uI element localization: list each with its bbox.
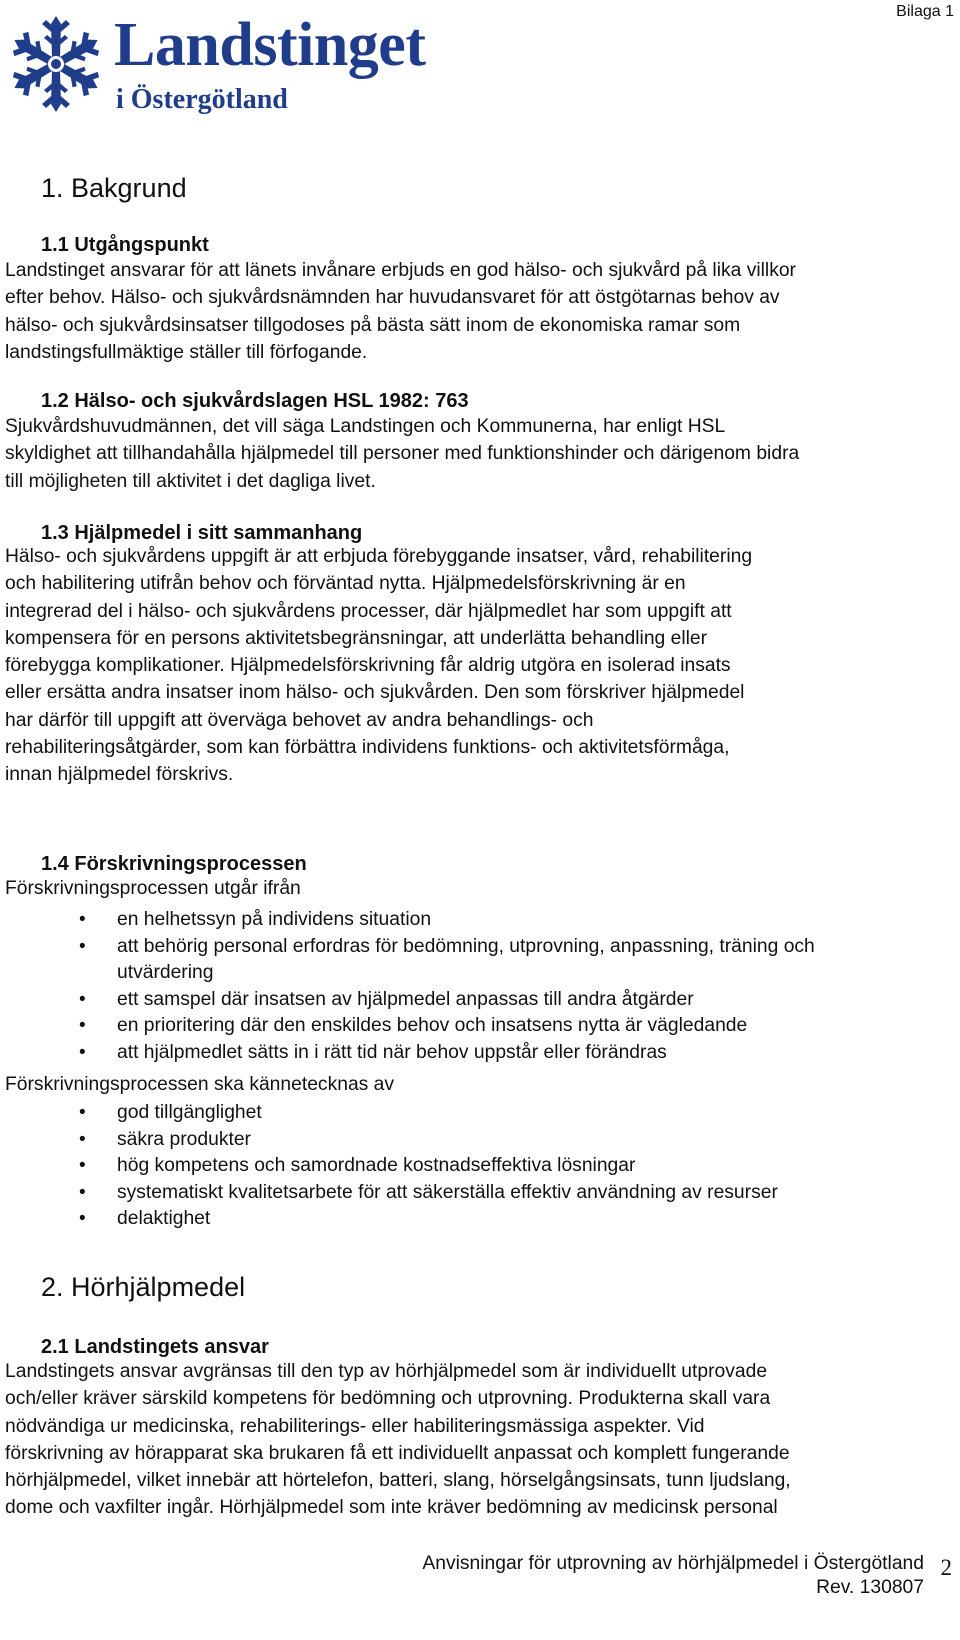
text-line: Landstinget ansvarar för att länets invånare erbjuds en god hälso- och sjukvård på lika villkor — [5, 260, 796, 281]
text-line: Sjukvårdshuvudmännen, det vill säga Landstingen och Kommunerna, har enligt HSL — [5, 416, 726, 437]
logo-wordmark: Landstinget — [114, 11, 426, 79]
subsection-heading-1-1: 1.1 Utgångspunkt — [41, 234, 209, 256]
text-line: och/eller kräver särskild kompetens för bedömning och utprovning. Produkterna skall vara — [5, 1388, 771, 1410]
text-line: • god tillgänglighet — [117, 1102, 262, 1123]
appendix-label: Bilaga 1 — [896, 3, 954, 20]
text-line: skyldighet att tillhandahålla hjälpmedel till personer med funktionshinder och därigenom bidra — [5, 443, 800, 465]
subsection-heading-1-2: 1.2 Hälso- och sjukvårdslagen HSL 1982: 763 — [41, 390, 469, 412]
paragraph-1-1 — [5, 257, 955, 366]
text-line: hälso- och sjukvårdsinsatser tillgodoses på bästa sätt inom de ekonomiska ramar som — [5, 314, 741, 336]
text-line: kompensera för en persons aktivitetsbegränsningar, att underlätta behandling eller — [5, 627, 708, 649]
text-line: förebygga komplikationer. Hjälpmedelsförskrivning får aldrig utgöra en isolerad insats — [5, 655, 731, 677]
list-item — [0, 1040, 815, 1067]
text-line: • säkra produkter — [117, 1128, 251, 1150]
list-item — [0, 1153, 778, 1180]
list-item — [0, 907, 815, 934]
text-line: • en prioritering där den enskildes behov och insatsens nytta är vägledande — [117, 1015, 748, 1037]
text-line: eller ersätta andra insatser inom hälso- och sjukvården. Den som förskriver hjälpmedel — [5, 682, 745, 704]
snowflake-logo-icon — [6, 14, 106, 114]
landstinget-logo — [6, 11, 426, 124]
list-item — [0, 1206, 778, 1233]
list-item — [0, 987, 815, 1014]
text-line: har därför till uppgift att överväga behovet av andra behandlings- och — [5, 709, 594, 731]
text-line: • delaktighet — [117, 1208, 211, 1230]
paragraph-2-1 — [5, 1358, 955, 1522]
section-heading-1: 1. Bakgrund — [41, 173, 187, 203]
list-item — [0, 1100, 778, 1127]
text-line: • en helhetssyn på individens situation — [117, 909, 432, 930]
text-line: landstingsfullmäktige ställer till förfogande. — [5, 341, 368, 363]
text-line: förskrivning av hörapparat ska brukaren få ett individuellt anpassat och komplett fungerande — [5, 1442, 790, 1464]
text-line: • att behörig personal erfordras för bedömning, utprovning, anpassning, träning och — [117, 935, 815, 957]
subsection-heading-2-1: 2.1 Landstingets ansvar — [41, 1336, 269, 1358]
text-line: rehabiliteringsåtgärder, som kan förbättra individens funktions- och aktivitetsförmåga, — [5, 737, 730, 759]
section-heading-2: 2. Hörhjälpmedel — [41, 1272, 246, 1302]
bullet-list-1 — [0, 907, 815, 1067]
text-line: till möjligheten till aktivitet i det dagliga livet. — [5, 470, 376, 492]
text-line: • hög kompetens och samordnade kostnadseffektiva lösningar — [117, 1155, 636, 1177]
subsection-heading-1-4: 1.4 Förskrivningsprocessen — [41, 853, 307, 875]
list-item — [0, 1013, 815, 1040]
text-line: hörhjälpmedel, vilket innebär att hörtelefon, batteri, slang, hörselgångsinsats, tunn ljudslang, — [5, 1470, 791, 1492]
list-intro-1: Förskrivningsprocessen utgår ifrån — [5, 878, 301, 899]
list-intro-2: Förskrivningsprocessen ska kännetecknas av — [5, 1074, 395, 1095]
page-footer — [422, 1552, 924, 1600]
list-item — [0, 1127, 778, 1154]
text-line: nödvändiga ur medicinska, rehabiliterings- eller habiliteringsmässiga aspekter. Vid — [5, 1415, 705, 1437]
paragraph-1-3 — [5, 543, 955, 789]
text-line: integrerad del i hälso- och sjukvårdens processer, där hjälpmedlet har som uppgift att — [5, 600, 732, 622]
text-line: utvärdering — [117, 962, 214, 984]
text-line: • att hjälpmedlet sätts in i rätt tid när behov uppstår eller förändras — [117, 1041, 667, 1063]
logo-subtitle: i Östergötland — [116, 84, 288, 115]
text-line: dome och vaxfilter ingår. Hörhjälpmedel som inte kräver bedömning av medicinsk personal — [5, 1497, 778, 1519]
text-line: • systematiskt kvalitetsarbete för att säkerställa effektiv användning av resurser — [117, 1181, 778, 1203]
page-number: 2 — [940, 1555, 952, 1580]
footer-revision: Rev. 130807 — [816, 1577, 924, 1598]
text-line: Hälso- och sjukvårdens uppgift är att erbjuda förebyggande insatser, vård, rehabilitering — [5, 546, 753, 567]
bullet-list-2 — [0, 1100, 778, 1233]
text-line: • ett samspel där insatsen av hjälpmedel anpassas till andra åtgärder — [117, 988, 694, 1010]
text-line: Landstingets ansvar avgränsas till den typ av hörhjälpmedel som är individuellt utprovade — [5, 1361, 768, 1382]
footer-title: Anvisningar för utprovning av hörhjälpmedel i Östergötland — [422, 1553, 924, 1574]
text-line: och habilitering utifrån behov och förväntad nytta. Hjälpmedelsförskrivning är en — [5, 573, 686, 595]
list-item — [0, 934, 815, 987]
text-line: efter behov. Hälso- och sjukvårdsnämnden har huvudansvaret för att östgötarnas behov av — [5, 287, 780, 309]
paragraph-1-2 — [5, 413, 955, 495]
text-line: innan hjälpmedel förskrivs. — [5, 764, 234, 786]
subsection-heading-1-3: 1.3 Hjälpmedel i sitt sammanhang — [41, 522, 363, 544]
list-item — [0, 1180, 778, 1207]
